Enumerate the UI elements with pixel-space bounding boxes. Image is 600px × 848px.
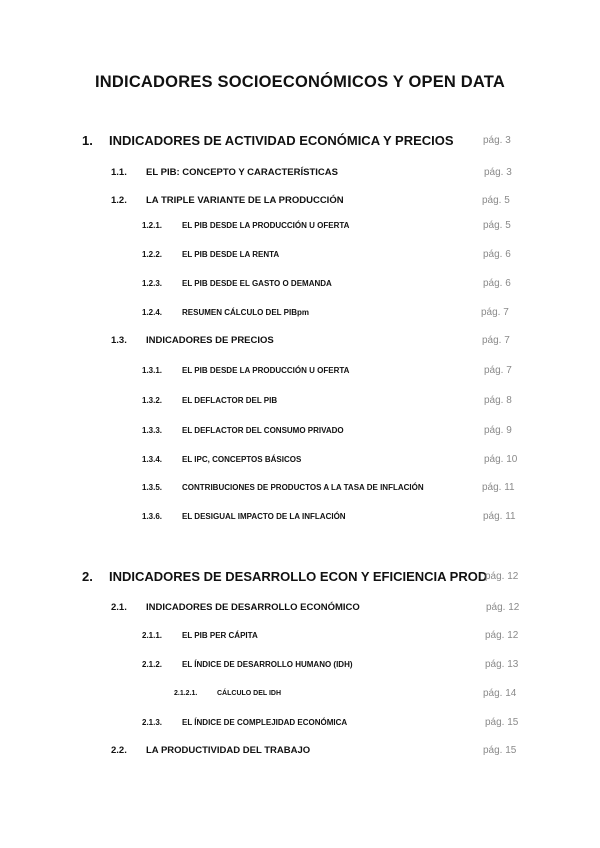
toc-number: 1.2.: [111, 195, 127, 206]
toc-number: 2.: [82, 569, 93, 584]
toc-entry[interactable]: [0, 250, 600, 268]
toc-entry[interactable]: [0, 221, 600, 239]
toc-label: EL PIB PER CÁPITA: [182, 631, 258, 640]
toc-entry[interactable]: [0, 569, 600, 587]
toc-entry[interactable]: [0, 483, 600, 501]
toc-number: 2.1.3.: [142, 718, 163, 727]
toc-number: 1.1.: [111, 167, 127, 178]
toc-label: CONTRIBUCIONES DE PRODUCTOS A LA TASA DE INFLACIÓN: [182, 483, 424, 492]
toc-page: pág. 3: [483, 135, 511, 146]
toc-number: 1.3.: [111, 335, 127, 346]
toc-label: EL DESIGUAL IMPACTO DE LA INFLACIÓN: [182, 512, 346, 521]
toc-label: EL PIB DESDE LA PRODUCCIÓN U OFERTA: [182, 366, 350, 375]
toc-number: 1.3.3.: [142, 426, 163, 435]
toc-entry[interactable]: [0, 718, 600, 736]
toc-label: EL PIB DESDE LA PRODUCCIÓN U OFERTA: [182, 221, 350, 230]
toc-page: pág. 15: [483, 745, 517, 756]
toc-entry[interactable]: [0, 512, 600, 530]
toc-label: RESUMEN CÁLCULO DEL PIBpm: [182, 308, 309, 317]
toc-entry[interactable]: [0, 195, 600, 213]
toc-number: 1.3.4.: [142, 455, 163, 464]
toc-number: 1.3.6.: [142, 512, 163, 521]
toc-entry[interactable]: [0, 396, 600, 414]
toc-label: LA TRIPLE VARIANTE DE LA PRODUCCIÓN: [146, 195, 344, 206]
toc-page: pág. 12: [486, 602, 520, 613]
toc-label: LA PRODUCTIVIDAD DEL TRABAJO: [146, 745, 311, 756]
toc-number: 1.3.5.: [142, 483, 163, 492]
toc-number: 1.3.1.: [142, 366, 163, 375]
toc-number: 2.2.: [111, 745, 127, 756]
toc-entry[interactable]: [0, 308, 600, 326]
toc-page: pág. 7: [484, 365, 512, 376]
toc-entry[interactable]: [0, 631, 600, 649]
toc-page: pág. 8: [484, 395, 512, 406]
toc-number: 1.: [82, 133, 93, 148]
toc-entry[interactable]: [0, 745, 600, 763]
toc-label: INDICADORES DE PRECIOS: [146, 335, 274, 346]
toc-page: pág. 11: [483, 511, 516, 522]
toc-entry[interactable]: [0, 167, 600, 185]
toc-page: pág. 12: [485, 630, 519, 641]
toc-entry[interactable]: [0, 366, 600, 384]
toc-number: 1.2.3.: [142, 279, 163, 288]
toc-page: pág. 7: [481, 307, 509, 318]
toc-entry[interactable]: [0, 660, 600, 678]
toc-entry[interactable]: [0, 133, 600, 151]
toc-label: EL DEFLACTOR DEL PIB: [182, 396, 278, 405]
toc-page: pág. 11: [482, 482, 515, 493]
toc-page: pág. 14: [483, 688, 517, 699]
toc-page: pág. 5: [483, 220, 511, 231]
toc-entry[interactable]: [0, 690, 600, 708]
toc-label: INDICADORES DE DESARROLLO ECONÓMICO: [146, 602, 360, 613]
toc-page: pág. 6: [483, 249, 511, 260]
toc-page: pág. 9: [484, 425, 512, 436]
toc-number: 2.1.2.: [142, 660, 163, 669]
toc-page: pág. 7: [482, 335, 510, 346]
toc-label: EL PIB DESDE EL GASTO O DEMANDA: [182, 279, 332, 288]
toc-page: pág. 15: [485, 717, 519, 728]
toc-number: 2.1.1.: [142, 631, 163, 640]
toc-page: pág. 12: [485, 571, 519, 582]
toc-number: 1.2.4.: [142, 308, 163, 317]
toc-label: INDICADORES DE DESARROLLO ECON Y EFICIENCIA PROD: [109, 569, 488, 584]
toc-entry[interactable]: [0, 602, 600, 620]
toc-label: EL ÍNDICE DE COMPLEJIDAD ECONÓMICA: [182, 718, 348, 727]
toc-number: 1.2.2.: [142, 250, 163, 259]
document-title: INDICADORES SOCIOECONÓMICOS Y OPEN DATA: [95, 73, 505, 91]
toc-label: EL DEFLACTOR DEL CONSUMO PRIVADO: [182, 426, 344, 435]
toc-entry[interactable]: [0, 455, 600, 473]
toc-label: EL PIB DESDE LA RENTA: [182, 250, 280, 259]
toc-label: CÁLCULO DEL IDH: [217, 690, 282, 697]
toc-page: pág. 13: [485, 659, 519, 670]
toc-number: 1.3.2.: [142, 396, 163, 405]
toc-label: EL ÍNDICE DE DESARROLLO HUMANO (IDH): [182, 660, 353, 669]
toc-number: 2.1.: [111, 602, 127, 613]
toc-number: 2.1.2.1.: [174, 690, 198, 697]
toc-label: INDICADORES DE ACTIVIDAD ECONÓMICA Y PRECIOS: [109, 133, 454, 148]
toc-entry[interactable]: [0, 335, 600, 353]
toc-entry[interactable]: [0, 426, 600, 444]
toc-label: EL IPC, CONCEPTOS BÁSICOS: [182, 455, 302, 464]
toc-page: pág. 6: [483, 278, 511, 289]
toc-page: pág. 5: [482, 195, 510, 206]
toc-page: pág. 3: [484, 167, 512, 178]
toc-page: pág. 10: [484, 454, 518, 465]
toc-number: 1.2.1.: [142, 221, 163, 230]
toc-label: EL PIB: CONCEPTO Y CARACTERÍSTICAS: [146, 167, 338, 178]
toc-entry[interactable]: [0, 279, 600, 297]
